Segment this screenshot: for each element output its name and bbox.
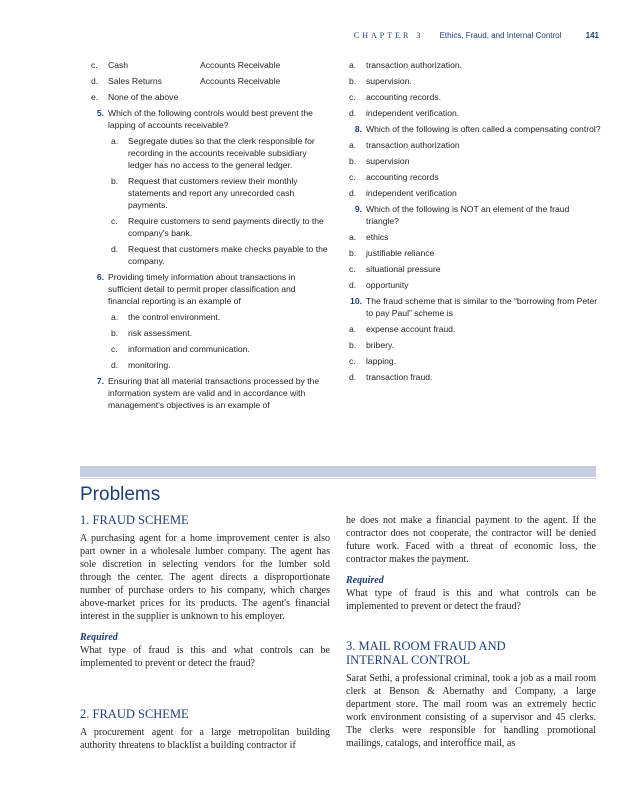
running-header <box>354 31 599 40</box>
page-number: 141 <box>585 31 599 40</box>
question-6: 6. Providing timely information about transactions in sufficient detail to permit proper classification and financial reporting is an example of <box>96 272 296 306</box>
q4-option-e: e. None of the above <box>91 92 179 102</box>
chapter-label: CHAPTER 3 <box>353 31 424 40</box>
problem-1-body: A purchasing agent for a home improvement center is also part owner in a wholesale lumber company. The agent has sole discretion in selecting vendors for the lumber sold through the center. The agent directs a disproportionate number of purchase orders to his company, which charges above-market prices for its products. The agent's financial interest in the supplier is unknown to his employer. <box>80 533 330 622</box>
q8-option-c: c. accounting records <box>349 172 439 182</box>
problems-title: Problems <box>80 484 161 505</box>
q5-option-c: c. Require customers to send payments directly to the company's bank. <box>111 216 324 238</box>
q8-option-b: b. supervision <box>349 156 410 166</box>
q9-option-b: b. justifiable reliance <box>349 248 435 258</box>
question-5: 5. Which of the following controls would best prevent the lapping of accounts receivable? <box>96 108 313 130</box>
q8-option-a: a. transaction authorization <box>349 140 460 150</box>
problem-2-continued <box>346 514 596 613</box>
problem-3 <box>346 640 596 750</box>
q7-option-c: c. accounting records. <box>349 92 441 102</box>
right-question-column <box>346 59 604 387</box>
q6-option-a: a. the control environment. <box>111 312 221 322</box>
section-divider-rule <box>80 478 596 479</box>
problem-2 <box>80 708 330 752</box>
question-8: 8. Which of the following is often called a compensating control? <box>354 124 601 134</box>
q10-option-c: c. lapping. <box>349 356 397 366</box>
problem-2-body: A procurement agent for a large metropolitan building authority threatens to blacklist a building contractor if <box>80 727 330 751</box>
chapter-title: Ethics, Fraud, and Internal Control <box>439 31 562 40</box>
problem-3-heading-line1: 3. MAIL ROOM FRAUD AND <box>346 639 506 653</box>
problem-2-heading: 2. FRAUD SCHEME <box>80 707 189 721</box>
problem-3-heading-line2: INTERNAL CONTROL <box>346 653 471 667</box>
q8-option-d: d. independent verification <box>349 188 457 198</box>
q4-option-d: d. Sales Returns Accounts Receivable <box>91 76 281 86</box>
q10-option-d: d. transaction fraud. <box>349 372 433 382</box>
problem-1-required-label: Required <box>80 632 118 643</box>
q7-option-d: d. independent verification. <box>349 108 460 118</box>
q4-option-c: c. Cash Accounts Receivable <box>91 60 281 70</box>
q5-option-d: d. Request that customers make checks payable to the company. <box>111 244 328 266</box>
problem-1-required-text: What type of fraud is this and what controls can be implemented to prevent or detect the fraud? <box>80 645 330 669</box>
q10-option-b: b. bribery. <box>349 340 395 350</box>
left-question-column <box>88 59 328 415</box>
q5-option-a: a. Segregate duties so that the clerk responsible for recording in the accounts receivable subsidiary ledger has no access to the general ledger. <box>111 136 315 170</box>
q9-option-d: d. opportunity <box>349 280 409 290</box>
problem-2-required-text: What type of fraud is this and what controls can be implemented to prevent or detect the fraud? <box>346 588 596 612</box>
q10-option-a: a. expense account fraud. <box>349 324 456 334</box>
question-10: 10. The fraud scheme that is similar to the “borrowing from Peter to pay Paul” scheme is <box>350 296 598 318</box>
q7-option-b: b. supervision. <box>349 76 412 86</box>
q9-option-c: c. situational pressure <box>349 264 441 274</box>
problem-3-body: Sarat Sethi, a professional criminal, took a job as a mail room clerk at Benson & Abernathy and Company, a large department store. The mail room was an extremely hectic work environment consisting of a supervisor and 45 clerks. The clerks were responsible for handling promotional mailings, catalogs, and interoffice mail, as <box>346 673 596 749</box>
problem-2-required-label: Required <box>346 575 384 586</box>
q7-option-a: a. transaction authorization. <box>349 60 463 70</box>
q6-option-c: c. information and communication. <box>111 344 250 354</box>
q9-option-a: a. ethics <box>349 232 389 242</box>
q6-option-d: d. monitoring. <box>111 360 171 370</box>
section-divider-band <box>80 466 596 477</box>
problem-1-heading: 1. FRAUD SCHEME <box>80 513 189 527</box>
q5-option-b: b. Request that customers review their monthly statements and report any unrecorded cash payments. <box>111 176 298 210</box>
q6-option-b: b. risk assessment. <box>111 328 192 338</box>
problem-2-body-continued: he does not make a financial payment to the agent. If the contractor does not cooperate, the contractor will be denied future work. Faced with a threat of economic loss, the contractor makes the payment. <box>346 515 596 565</box>
question-7: 7. Ensuring that all material transactions processed by the information system are valid and in accordance with management's objectives is an example of <box>96 376 320 410</box>
question-9: 9. Which of the following is NOT an element of the fraud triangle? <box>354 204 570 226</box>
problem-1 <box>80 514 330 670</box>
